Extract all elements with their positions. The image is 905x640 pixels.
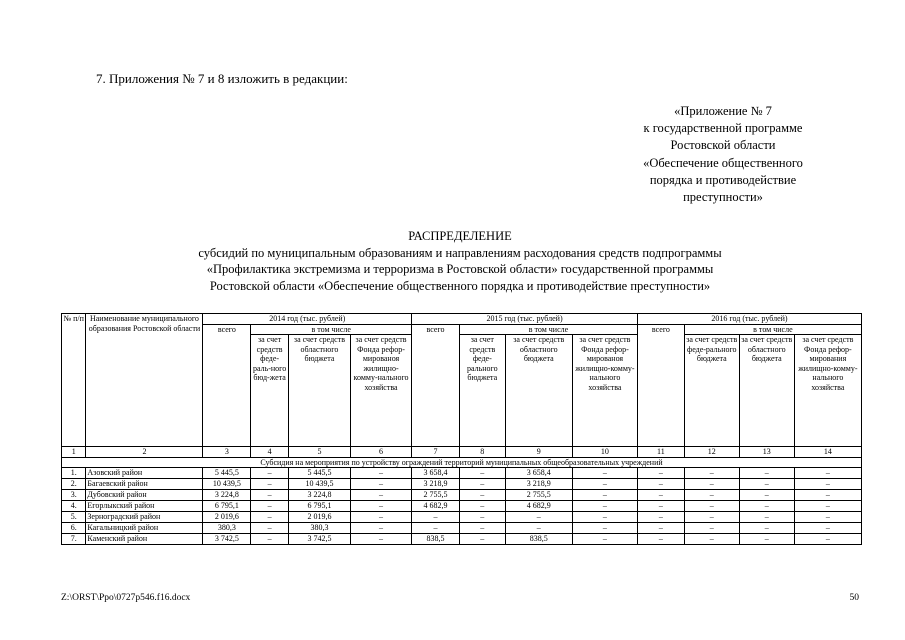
table-cell: 3 218,9 <box>412 479 460 490</box>
table-cell: – <box>572 534 637 545</box>
table-cell: – <box>794 468 861 479</box>
municipality-name: Азовский район <box>86 468 203 479</box>
header-name: Наименование муниципального образования Ростовской области <box>86 314 203 447</box>
table-cell: – <box>739 523 794 534</box>
row-number: 5. <box>62 512 86 523</box>
table-cell: – <box>794 490 861 501</box>
table-cell: – <box>794 512 861 523</box>
table-row <box>62 523 862 534</box>
column-number: 14 <box>794 447 861 458</box>
table-cell: 2 019,6 <box>288 512 350 523</box>
table-cell: – <box>739 479 794 490</box>
column-number-row <box>62 447 862 458</box>
table-cell: – <box>351 468 412 479</box>
table-cell: – <box>739 490 794 501</box>
appendix-line: Ростовской области <box>670 138 776 153</box>
table-cell: 6 795,1 <box>288 501 350 512</box>
table-cell: 3 218,9 <box>505 479 572 490</box>
table-row <box>62 501 862 512</box>
municipality-name: Каменский район <box>86 534 203 545</box>
column-number: 5 <box>288 447 350 458</box>
table-cell: 838,5 <box>505 534 572 545</box>
table-cell: 4 682,9 <box>505 501 572 512</box>
header-total-2015: всего <box>412 324 460 335</box>
header-year-2016: 2016 год (тыс. рублей) <box>638 314 862 325</box>
table-row <box>62 490 862 501</box>
table-cell: 5 445,5 <box>288 468 350 479</box>
appendix-line: преступности» <box>683 190 763 205</box>
header-total-2016: всего <box>638 324 685 335</box>
municipality-name: Дубовский район <box>86 490 203 501</box>
page-number: 50 <box>849 593 859 603</box>
header-including-2014: в том числе <box>251 324 412 335</box>
table-cell: – <box>684 534 739 545</box>
row-number: 4. <box>62 501 86 512</box>
row-number: 6. <box>62 523 86 534</box>
header-num: № п/п <box>62 314 86 447</box>
table-cell: – <box>459 512 505 523</box>
table-cell: – <box>684 468 739 479</box>
table-row <box>62 468 862 479</box>
appendix-reference <box>593 103 853 206</box>
table-cell: – <box>684 490 739 501</box>
appendix-line: «Обеспечение общественного <box>643 155 803 170</box>
table-row <box>62 534 862 545</box>
document-title <box>60 228 860 294</box>
title-line: «Профилактика экстремизма и терроризма в Ростовской области» государственной программы <box>206 262 714 277</box>
table-cell: – <box>638 501 685 512</box>
table-cell: – <box>505 523 572 534</box>
column-number: 9 <box>505 447 572 458</box>
table-cell: 3 224,8 <box>203 490 251 501</box>
column-number: 10 <box>572 447 637 458</box>
header-federal-2014: за счет средств феде-раль-ного бюд-жета <box>251 335 289 447</box>
table-cell: 6 795,1 <box>203 501 251 512</box>
header-fund-2015: за счет средств Фонда рефор-мированоя жилищно-комму-нального хозяйства <box>572 335 637 447</box>
row-number: 2. <box>62 479 86 490</box>
table-cell: – <box>251 479 289 490</box>
table-cell: 2 019,6 <box>203 512 251 523</box>
header-fund-2014: за счет средств Фонда рефор-мированоя жилищно-комму-нального хозяйства <box>351 335 412 447</box>
table-cell: – <box>638 523 685 534</box>
appendix-line: к государственной программе <box>643 121 803 136</box>
column-number: 1 <box>62 447 86 458</box>
municipality-name: Егорлыкский район <box>86 501 203 512</box>
title-line: субсидий по муниципальным образованиям и направлениям расходования средств подпрограммы <box>198 245 722 260</box>
table-cell: – <box>251 534 289 545</box>
table-cell: – <box>351 523 412 534</box>
row-number: 1. <box>62 468 86 479</box>
header-regional-2015: за счет средств областного бюджета <box>505 335 572 447</box>
table-cell: – <box>684 523 739 534</box>
table-cell: 5 445,5 <box>203 468 251 479</box>
table-cell: – <box>459 479 505 490</box>
column-number: 8 <box>459 447 505 458</box>
row-number: 7. <box>62 534 86 545</box>
header-year-2015: 2015 год (тыс. рублей) <box>412 314 638 325</box>
header-including-2016: в том числе <box>684 324 861 335</box>
table-cell: – <box>684 479 739 490</box>
table-cell: – <box>459 468 505 479</box>
table-cell: – <box>739 501 794 512</box>
municipality-name: Зерноградский район <box>86 512 203 523</box>
table-cell: 4 682,9 <box>412 501 460 512</box>
table-cell: – <box>794 501 861 512</box>
table-cell: – <box>251 512 289 523</box>
table-cell: – <box>351 490 412 501</box>
header-regional-2014: за счет средств областного бюджета <box>288 335 350 447</box>
column-number: 13 <box>739 447 794 458</box>
table-cell: – <box>351 501 412 512</box>
table-cell: – <box>251 468 289 479</box>
table-cell: – <box>572 479 637 490</box>
table-cell: – <box>739 534 794 545</box>
table-cell: – <box>794 479 861 490</box>
table-cell: 10 439,5 <box>288 479 350 490</box>
municipality-name: Багаевский район <box>86 479 203 490</box>
header-year-2014: 2014 год (тыс. рублей) <box>203 314 412 325</box>
table-cell: 3 742,5 <box>203 534 251 545</box>
column-number: 6 <box>351 447 412 458</box>
table-cell: 3 224,8 <box>288 490 350 501</box>
table-cell: 838,5 <box>412 534 460 545</box>
table-cell: – <box>572 512 637 523</box>
table-row <box>62 479 862 490</box>
table-cell: 380,3 <box>288 523 350 534</box>
section-title: Субсидия на мероприятия по устройству ограждений территорий муниципальных общеобразовательных учреждений <box>62 457 862 468</box>
header-fund-2016: за счет средств Фонда рефор-мирования жилищно-комму-нального хозяйства <box>794 335 861 447</box>
table-cell: – <box>459 523 505 534</box>
file-path: Z:\ORST\Ppo\0727p546.f16.docx <box>61 593 191 603</box>
header-federal-2016: за счет средств феде-рального бюджета <box>684 335 739 447</box>
table-cell: 3 742,5 <box>288 534 350 545</box>
table-cell: 2 755,5 <box>412 490 460 501</box>
table-cell: – <box>351 534 412 545</box>
table-cell: – <box>459 534 505 545</box>
table-cell: – <box>459 501 505 512</box>
table-cell: – <box>572 501 637 512</box>
table-row <box>62 512 862 523</box>
column-number: 12 <box>684 447 739 458</box>
column-number: 7 <box>412 447 460 458</box>
table-cell: – <box>251 501 289 512</box>
table-cell: – <box>638 490 685 501</box>
column-number: 2 <box>86 447 203 458</box>
municipality-name: Кагальницкий район <box>86 523 203 534</box>
table-cell: – <box>739 468 794 479</box>
column-number: 4 <box>251 447 289 458</box>
appendix-line: порядка и противодействие <box>649 172 797 187</box>
table-cell: – <box>638 512 685 523</box>
intro-text: 7. Приложения № 7 и 8 изложить в редакции: <box>96 71 348 86</box>
table-cell: – <box>638 468 685 479</box>
table-cell: – <box>572 523 637 534</box>
table-cell: 2 755,5 <box>505 490 572 501</box>
title-heading: РАСПРЕДЕЛЕНИЕ <box>408 229 512 243</box>
header-including-2015: в том числе <box>459 324 637 335</box>
table-cell: – <box>251 490 289 501</box>
table-cell: 3 658,4 <box>505 468 572 479</box>
appendix-line: «Приложение № 7 <box>674 104 772 118</box>
table-cell: – <box>412 523 460 534</box>
table-cell: – <box>794 534 861 545</box>
table-cell: – <box>794 523 861 534</box>
table-cell: – <box>351 479 412 490</box>
header-total-2014: всего <box>203 324 251 335</box>
row-number: 3. <box>62 490 86 501</box>
table-cell: – <box>505 512 572 523</box>
table-body <box>62 468 862 545</box>
table-cell: – <box>638 534 685 545</box>
subsidy-distribution-table <box>61 313 862 545</box>
column-number: 3 <box>203 447 251 458</box>
table-cell: – <box>251 523 289 534</box>
header-regional-2016: за счет средств областного бюджета <box>739 335 794 447</box>
table-cell: – <box>572 468 637 479</box>
table-cell: 3 658,4 <box>412 468 460 479</box>
column-number: 11 <box>638 447 685 458</box>
table-cell: – <box>638 479 685 490</box>
header-federal-2015: за счет средств феде-рального бюджета <box>459 335 505 447</box>
table-cell: – <box>459 490 505 501</box>
table-cell: 10 439,5 <box>203 479 251 490</box>
table-cell: – <box>684 512 739 523</box>
table-cell: – <box>684 501 739 512</box>
table-cell: – <box>351 512 412 523</box>
table-cell: – <box>572 490 637 501</box>
title-line: Ростовской области «Обеспечение общественного порядка и противодействие преступности» <box>209 278 711 293</box>
table-cell: – <box>739 512 794 523</box>
table-cell: – <box>412 512 460 523</box>
table-cell: 380,3 <box>203 523 251 534</box>
